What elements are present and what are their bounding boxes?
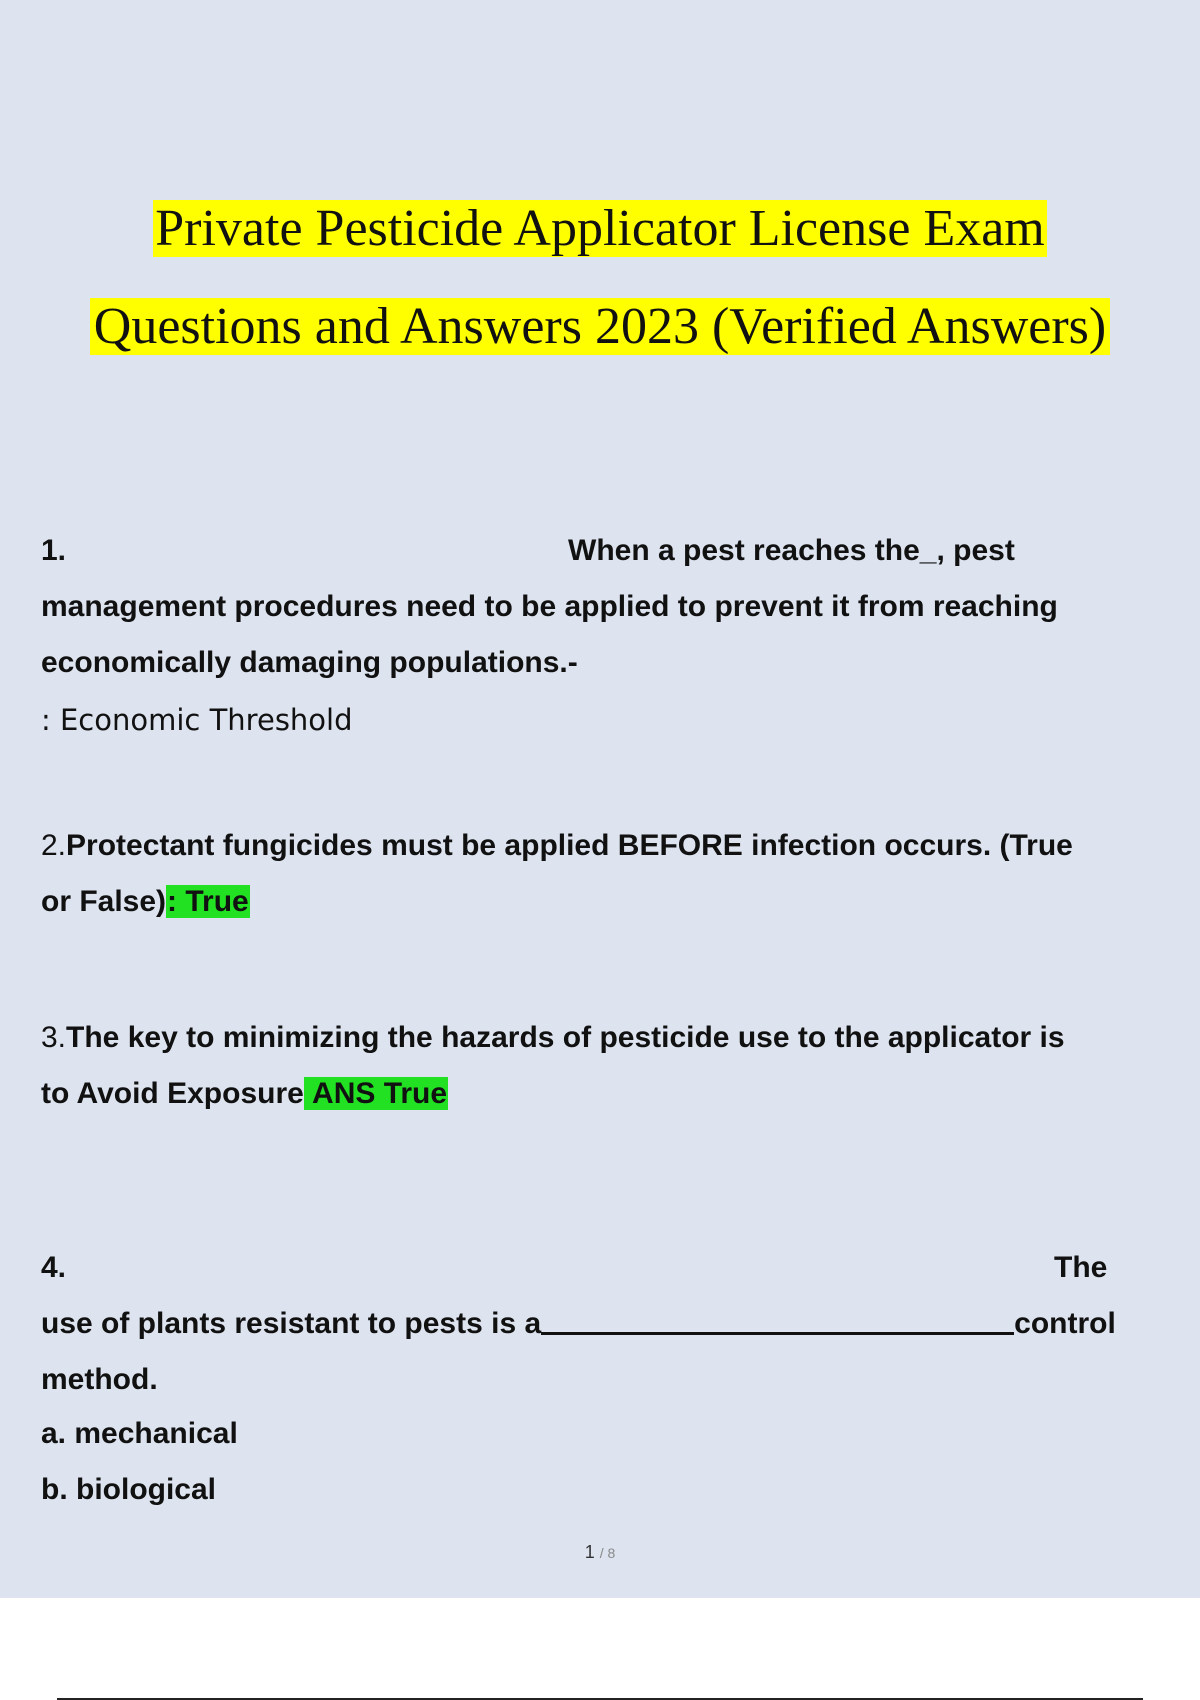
q3-answer-highlight: ANS True — [304, 1077, 448, 1110]
q1-text-line-2: management procedures need to be applied to prevent it from reaching — [41, 590, 1058, 623]
q1-answer: : Economic Threshold — [41, 703, 353, 737]
q2-line-2 — [41, 882, 250, 922]
page-number-current: 1 — [584, 1542, 595, 1562]
q3-number: 3. — [41, 1021, 67, 1054]
q4-option-b: b. biological — [41, 1473, 217, 1506]
title-highlight-2: Questions and Answers 2023 (Verified Answers) — [90, 298, 1110, 355]
q4-line-2 — [41, 1304, 1116, 1344]
q4-fill-in-blank — [541, 1332, 1014, 1335]
q2-number: 2. — [41, 829, 67, 862]
q4-text-line-2-end: control — [1014, 1307, 1116, 1340]
q3-line-1 — [41, 1018, 1065, 1058]
page-number — [0, 1542, 1200, 1563]
page-number-total: / 8 — [599, 1545, 616, 1561]
q2-answer-highlight: : True — [167, 885, 249, 918]
q4-number: 4. — [41, 1251, 67, 1284]
q1-text-line-3: economically damaging populations.- — [41, 646, 578, 679]
q4-text-line-3: method. — [41, 1363, 158, 1396]
q3-text-line-2: to Avoid Exposure — [41, 1077, 304, 1110]
q4-option-a: a. mechanical — [41, 1417, 238, 1450]
q2-line-1 — [41, 826, 1073, 866]
q3-line-2 — [41, 1074, 448, 1114]
title-highlight-1: Private Pesticide Applicator License Exam — [155, 200, 1045, 257]
q1-text-line-1: When a pest reaches the_, pest — [568, 534, 1015, 567]
q2-text-line-2: or False) — [41, 885, 167, 918]
q2-text-line-1: Protectant fungicides must be applied BEFORE infection occurs. (True — [66, 829, 1073, 862]
document-title-line-2 — [0, 294, 1200, 360]
q4-word-the: The — [1054, 1251, 1108, 1284]
document-title-line-1 — [0, 196, 1200, 262]
q3-text-line-1: The key to minimizing the hazards of pesticide use to the applicator is — [66, 1021, 1065, 1054]
q4-text-line-2-start: use of plants resistant to pests is a — [41, 1307, 542, 1340]
q1-number: 1. — [41, 534, 67, 567]
